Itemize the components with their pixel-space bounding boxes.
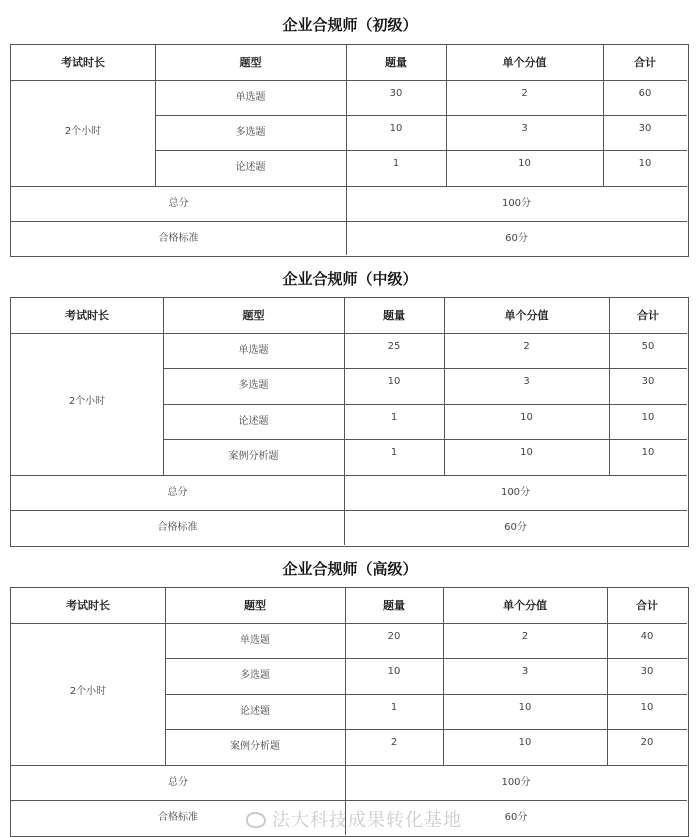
- row-total: 40: [640, 631, 654, 642]
- header-points: 单个分值: [502, 56, 547, 69]
- row-type: 单选题: [235, 92, 266, 103]
- total-score-value: 100分: [501, 777, 531, 788]
- row-points: 10: [518, 737, 532, 748]
- row-type: 多选题: [240, 670, 270, 681]
- row-type: 多选题: [238, 380, 269, 391]
- header-duration: 考试时长: [65, 309, 109, 322]
- pass-standard-label: 合格标准: [157, 522, 198, 533]
- row-total: 10: [638, 158, 652, 169]
- row-points: 3: [521, 666, 529, 677]
- row-count: 1: [390, 447, 398, 458]
- row-type: 论述题: [238, 416, 269, 427]
- row-type: 多选题: [235, 127, 266, 138]
- row-total: 10: [641, 412, 655, 423]
- row-type: 单选题: [238, 345, 269, 356]
- row-count: 10: [387, 376, 401, 387]
- header-count: 题量: [385, 56, 407, 69]
- row-type: 论述题: [235, 162, 266, 173]
- row-count: 1: [390, 702, 398, 713]
- duration-cell: 2个小时: [69, 686, 107, 697]
- row-count: 1: [390, 412, 398, 423]
- total-score-value: 100分: [500, 487, 531, 498]
- row-points: 10: [518, 702, 532, 713]
- header-count: 题量: [383, 599, 405, 612]
- total-score-value: 100分: [501, 198, 532, 209]
- exam-table-junior: [10, 44, 689, 257]
- watermark-text: 法大科技成果转化基地: [272, 810, 462, 831]
- pass-standard-value: 60分: [504, 812, 528, 823]
- row-points: 3: [523, 376, 530, 387]
- header-count: 题量: [383, 309, 405, 322]
- duration-cell: 2个小时: [68, 396, 106, 407]
- watermark: [246, 806, 462, 832]
- row-count: 2: [390, 737, 398, 748]
- header-duration: 考试时长: [61, 56, 105, 69]
- row-total: 30: [638, 123, 652, 134]
- row-total: 60: [638, 88, 652, 99]
- row-total: 20: [640, 737, 654, 748]
- row-type: 单选题: [240, 635, 270, 646]
- pass-standard-label: 合格标准: [158, 233, 199, 244]
- header-total: 合计: [634, 56, 656, 69]
- table-title-intermediate: 企业合规师（中级）: [282, 270, 418, 288]
- header-points: 单个分值: [504, 309, 549, 322]
- header-total: 合计: [637, 309, 659, 322]
- weibo-icon: [246, 812, 266, 828]
- row-count: 10: [387, 666, 401, 677]
- row-points: 2: [521, 88, 528, 99]
- row-total: 30: [641, 376, 655, 387]
- header-points: 单个分值: [503, 599, 547, 612]
- pass-standard-label: 合格标准: [158, 812, 198, 823]
- row-total: 50: [641, 341, 655, 352]
- row-points: 2: [523, 341, 530, 352]
- row-count: 30: [389, 88, 403, 99]
- row-points: 3: [521, 123, 528, 134]
- row-points: 10: [520, 447, 533, 458]
- exam-table-senior: [10, 587, 689, 837]
- total-score-label: 总分: [168, 198, 189, 209]
- header-total: 合计: [636, 599, 658, 612]
- duration-cell: 2个小时: [64, 126, 102, 137]
- row-points: 2: [521, 631, 529, 642]
- row-type: 论述题: [240, 706, 270, 717]
- row-total: 30: [640, 666, 654, 677]
- header-type: 题型: [242, 309, 265, 322]
- row-total: 10: [640, 702, 654, 713]
- header-duration: 考试时长: [66, 599, 110, 612]
- row-points: 10: [520, 412, 533, 423]
- row-count: 25: [387, 341, 401, 352]
- table-title-senior: 企业合规师（高级）: [282, 560, 418, 578]
- row-points: 10: [518, 158, 531, 169]
- row-count: 10: [389, 123, 403, 134]
- table-title-junior: 企业合规师（初级）: [282, 16, 418, 34]
- pass-standard-value: 60分: [505, 233, 528, 244]
- row-count: 20: [387, 631, 401, 642]
- row-type: 案例分析题: [228, 451, 279, 462]
- exam-table-intermediate: [10, 297, 689, 547]
- header-type: 题型: [244, 599, 266, 612]
- pass-standard-value: 60分: [504, 522, 527, 533]
- row-type: 案例分析题: [230, 741, 280, 752]
- total-score-label: 总分: [168, 777, 188, 788]
- row-count: 1: [392, 158, 400, 169]
- total-score-label: 总分: [167, 487, 188, 498]
- row-total: 10: [641, 447, 655, 458]
- header-type: 题型: [239, 56, 262, 69]
